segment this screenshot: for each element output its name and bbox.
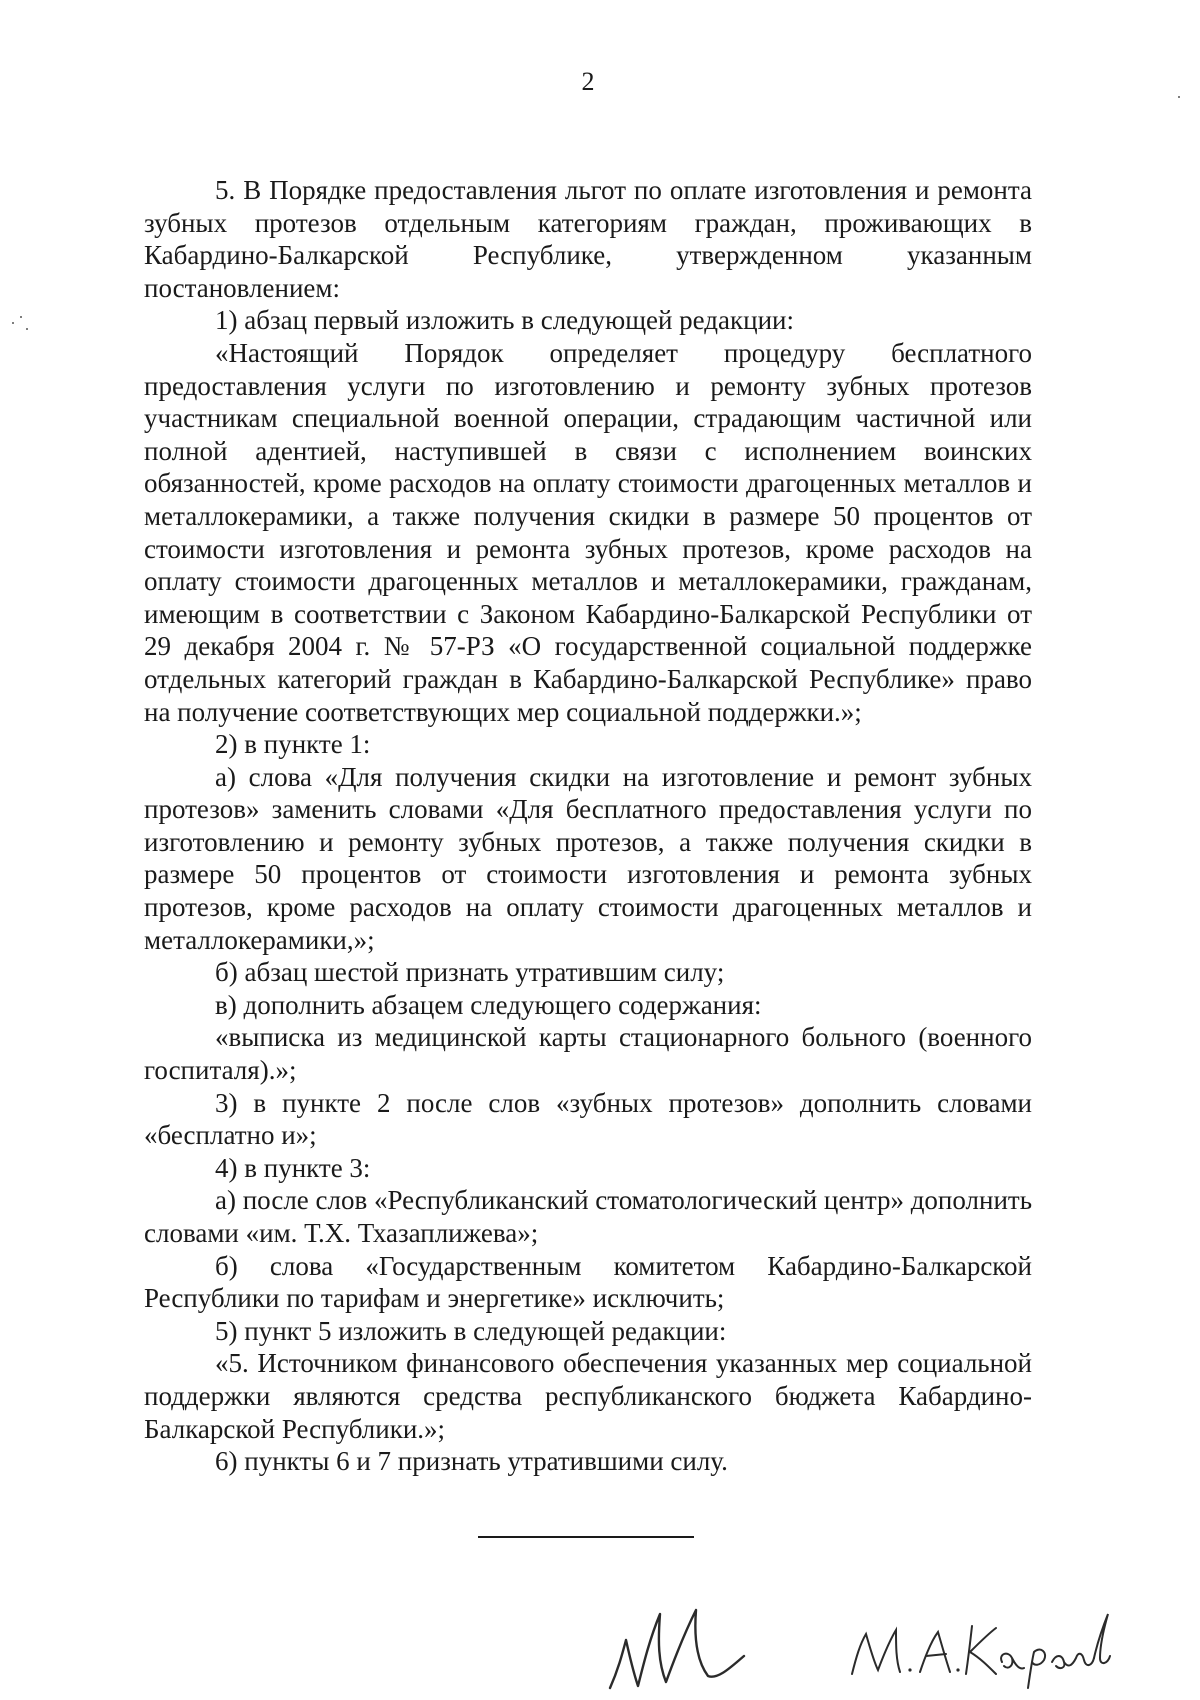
scan-speck [26, 328, 28, 330]
paragraph-quoted-extract: «выписка из медицинской карты стационарного больного (военного госпиталя).»; [144, 1022, 1032, 1086]
page-number: 2 [581, 67, 595, 96]
handwritten-initials-signature [604, 1600, 754, 1695]
paragraph-item-4: 4) в пункте 3: [215, 1152, 371, 1183]
paragraph-item-6: 6) пункты 6 и 7 признать утратившими силу. [215, 1446, 728, 1477]
paragraph-item-4a: а) после слов «Республиканский стоматологический центр» дополнить словами «им. Т.Х. Тхазаплижева»; [144, 1185, 1033, 1248]
paragraph-item-2b: б) абзац шестой признать утратившим силу; [215, 957, 725, 988]
handwritten-name-signature [846, 1604, 1116, 1694]
scan-speck [20, 316, 22, 318]
paragraph-item-4b: б) слова «Государственным комитетом Кабардино-Балкарской Республики по тарифам и энергетике» исключить; [144, 1250, 1032, 1314]
paragraph-item-2v: в) дополнить абзацем следующего содержания: [215, 989, 762, 1020]
scan-speck [1178, 96, 1180, 98]
paragraph-amendment-5: 5. В Порядке предоставления льгот по оплате изготовления и ремонта зубных протезов отдельным категориям граждан, проживающих в Кабардино-Балкарской Республике, утвержденном указанным постановлением: [144, 175, 1032, 303]
paragraph-quoted-procedure: «Настоящий Порядок определяет процедуру бесплатного предоставления услуги по изготовлению и ремонту зубных протезов участникам специальной военной операции, страдающим частичной или полной адентией, наступившей в связи с исполнением воинских обязанностей, кроме расходов на оплату стоимости драгоценных металлов и металлокерамики, а также получения скидки в размере 50 процентов от стоимости изготовления и ремонта зубных протезов, кроме расходов на оплату стоимости драгоценных металлов и металлокерамики, гражданам, имеющим в соответствии с Законом Кабардино-Балкарской Республики от 29 декабря 2004 г. № 57-РЗ «О государственной социальной поддержке отдельных категорий граждан в Кабардино-Балкарской Республике» право на получение соответствующих мер социальной поддержки.»; [144, 337, 1032, 727]
paragraph-item-1: 1) абзац первый изложить в следующей редакции: [215, 305, 794, 336]
paragraph-item-5: 5) пункт 5 изложить в следующей редакции: [215, 1315, 727, 1346]
end-of-text-divider [478, 1536, 694, 1538]
scan-speck [12, 322, 14, 324]
paragraph-item-3: 3) в пункте 2 после слов «зубных протезов» дополнить словами «бесплатно и»; [144, 1087, 1032, 1151]
paragraph-item-2: 2) в пункте 1: [215, 729, 371, 760]
paragraph-item-2a: а) слова «Для получения скидки на изготовление и ремонт зубных протезов» заменить словами «Для бесплатного предоставления услуги по изготовлению и ремонту зубных протезов, а также получения скидки в размере 50 процентов от стоимости изготовления и ремонта зубных протезов, кроме расходов на оплату стоимости драгоценных металлов и металлокерамики,»; [144, 761, 1032, 955]
document-body [144, 174, 1032, 1478]
paragraph-quoted-funding: «5. Источником финансового обеспечения указанных мер социальной поддержки являются средства республиканского бюджета Кабардино-Балкарской Республики.»; [144, 1348, 1032, 1444]
